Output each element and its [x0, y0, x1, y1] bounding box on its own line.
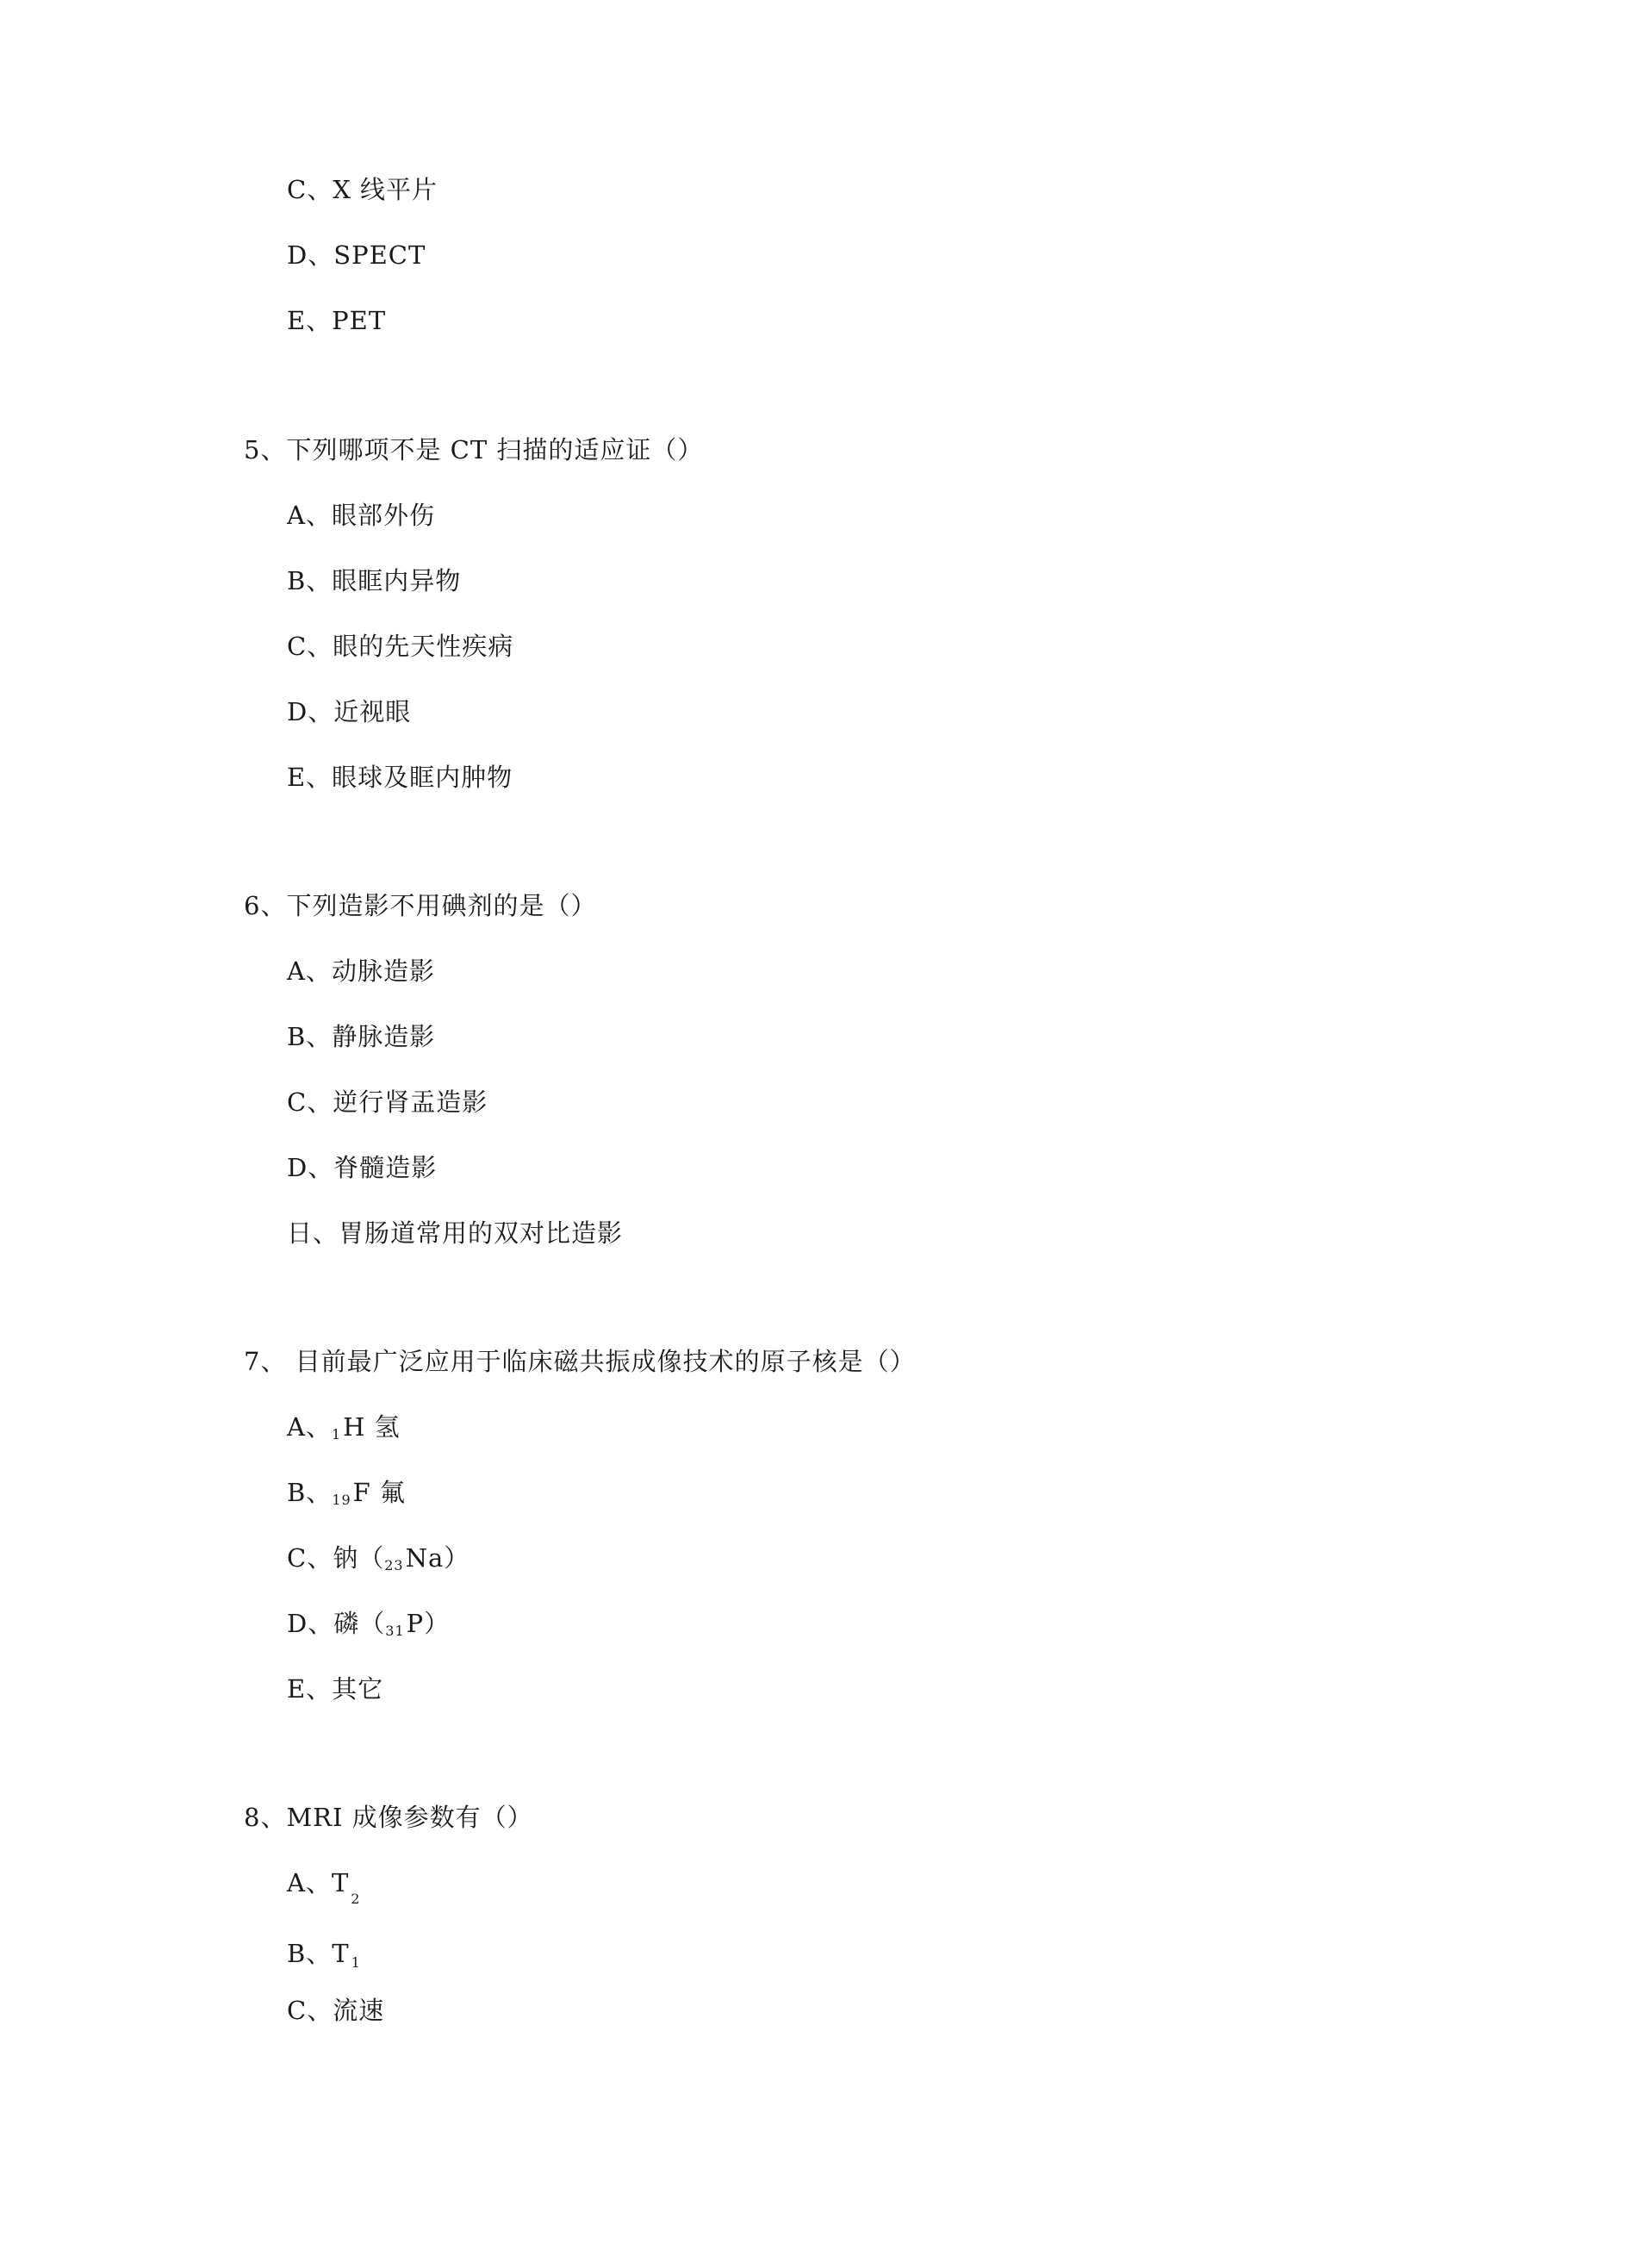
q7-option-a [287, 1411, 401, 1450]
q8-option-c: C、流速 [287, 1996, 385, 2025]
q7-a-mass: 1 [331, 1426, 342, 1442]
q7-option-d [287, 1608, 450, 1647]
q8-b-subscript: 1 [351, 1954, 361, 1971]
q7-b-name: 氟 [370, 1478, 407, 1507]
q6-option-b: B、静脉造影 [287, 1022, 436, 1051]
q7-option-e: E、其它 [287, 1674, 384, 1704]
option-c-xray: C、X 线平片 [287, 175, 438, 204]
q7-c-prefix: C、钠（ [287, 1543, 385, 1573]
q5-option-b: B、眼眶内异物 [287, 566, 462, 595]
q5-option-c: C、眼的先天性疾病 [287, 632, 514, 661]
question-7-stem: 7、 目前最广泛应用于临床磁共振成像技术的原子核是（） [244, 1347, 916, 1376]
q7-option-c [287, 1542, 470, 1581]
q5-option-e: E、眼球及眶内肿物 [287, 763, 513, 792]
option-d-spect: D、SPECT [287, 240, 426, 270]
q6-option-a: A、动脉造影 [287, 956, 435, 986]
question-6-stem: 6、下列造影不用碘剂的是（） [244, 891, 597, 920]
q8-a-subscript: 2 [351, 1891, 361, 1907]
q7-option-b [287, 1477, 406, 1516]
q7-c-symbol: Na [405, 1543, 445, 1573]
q7-a-name: 氢 [365, 1412, 401, 1442]
q5-option-a: A、眼部外伤 [287, 501, 435, 530]
q8-b-prefix: B、T [287, 1939, 350, 1968]
q7-d-symbol: P [406, 1609, 425, 1638]
q8-a-prefix: A、T [287, 1868, 350, 1897]
q7-b-mass: 19 [332, 1492, 351, 1508]
question-8-stem: 8、MRI 成像参数有（） [244, 1803, 533, 1832]
q5-option-d: D、近视眼 [287, 697, 412, 726]
option-e-pet: E、PET [287, 306, 387, 335]
q7-d-prefix: D、磷（ [287, 1609, 386, 1638]
question-5-stem: 5、下列哪项不是 CT 扫描的适应证（） [244, 435, 704, 464]
q7-b-prefix: B、 [287, 1478, 333, 1507]
q7-c-suffix: ） [444, 1543, 470, 1573]
q7-a-symbol: H [343, 1412, 366, 1442]
q6-option-e: 日、胃肠道常用的双对比造影 [287, 1218, 624, 1248]
q8-option-a [287, 1867, 360, 1915]
q7-d-mass: 31 [385, 1623, 405, 1639]
q7-b-symbol: F [352, 1478, 371, 1507]
q7-c-mass: 23 [384, 1557, 404, 1573]
q7-d-suffix: ） [424, 1609, 451, 1638]
q6-option-d: D、脊髓造影 [287, 1153, 438, 1182]
q6-option-c: C、逆行肾盂造影 [287, 1087, 488, 1117]
q7-a-prefix: A、 [287, 1412, 332, 1442]
q8-option-b [287, 1938, 361, 1978]
